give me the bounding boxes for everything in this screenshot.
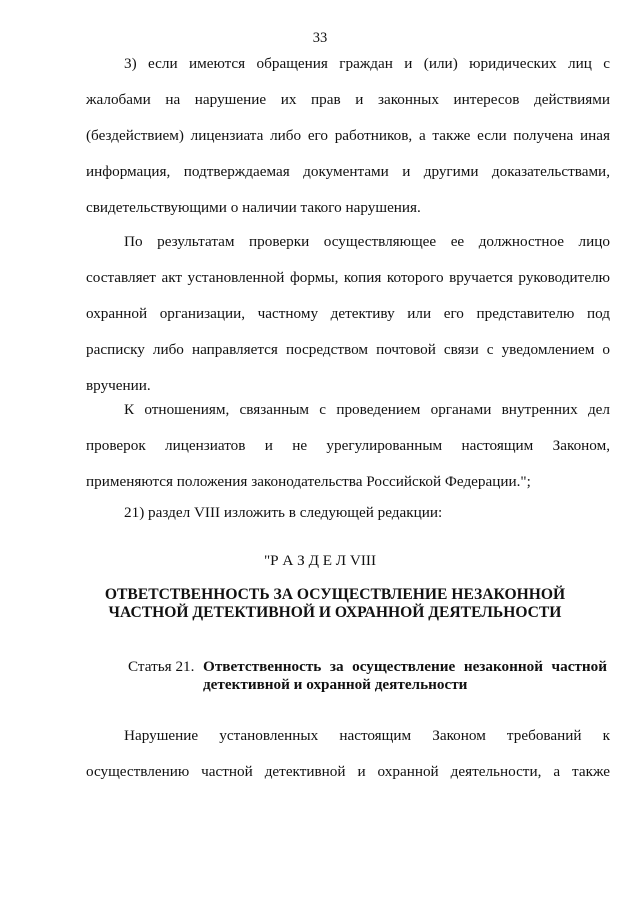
text-line: составляет акт установленной формы, копия которого вручается руководителю bbox=[86, 269, 610, 286]
text-line: жалобами на нарушение их прав и законных интересов действиями bbox=[86, 91, 610, 108]
article-title-line: детективной и охранной деятельности bbox=[203, 676, 468, 693]
text-line: (бездействием) лицензиата либо его работников, а также если получена иная bbox=[86, 127, 610, 144]
paragraph-3 bbox=[86, 392, 610, 500]
page-number: 33 bbox=[312, 30, 328, 46]
article-title bbox=[203, 658, 607, 694]
section-label: "Р А З Д Е Л VIII bbox=[263, 552, 377, 569]
article-title-line: Ответственность за осуществление незаконной частной bbox=[203, 658, 607, 675]
text-line: осуществлению частной детективной и охранной деятельности, а также bbox=[86, 763, 610, 780]
text-line: расписку либо направляется посредством почтовой связи с уведомлением о bbox=[86, 341, 610, 358]
text-line: свидетельствующими о наличии такого нарушения. bbox=[86, 199, 421, 216]
paragraph-4 bbox=[86, 495, 610, 531]
paragraph-1 bbox=[86, 46, 610, 226]
article-number: Статья 21. bbox=[128, 658, 195, 675]
text-line: применяются положения законодательства Российской Федерации."; bbox=[86, 473, 531, 490]
text-line: Нарушение установленных настоящим Законом требований к bbox=[124, 727, 610, 744]
paragraph-2 bbox=[86, 224, 610, 404]
text-line: По результатам проверки осуществляющее ее должностное лицо bbox=[124, 233, 610, 250]
paragraph-5 bbox=[86, 718, 610, 790]
text-line: К отношениям, связанным с проведением органами внутренних дел bbox=[124, 401, 610, 418]
section-title-line: ОТВЕТСТВЕННОСТЬ ЗА ОСУЩЕСТВЛЕНИЕ НЕЗАКОННОЙ bbox=[104, 586, 566, 603]
text-line: проверок лицензиатов и не урегулированным настоящим Законом, bbox=[86, 437, 610, 454]
text-line: 3) если имеются обращения граждан и (или) юридических лиц с bbox=[124, 55, 610, 72]
text-line: охранной организации, частному детективу или его представителю под bbox=[86, 305, 610, 322]
section-title-line: ЧАСТНОЙ ДЕТЕКТИВНОЙ И ОХРАННОЙ ДЕЯТЕЛЬНОСТИ bbox=[108, 604, 562, 621]
text-line: вручении. bbox=[86, 377, 151, 394]
text-line: 21) раздел VIII изложить в следующей редакции: bbox=[124, 504, 443, 521]
section-title bbox=[100, 586, 570, 622]
text-line: информация, подтверждаемая документами и другими доказательствами, bbox=[86, 163, 610, 180]
